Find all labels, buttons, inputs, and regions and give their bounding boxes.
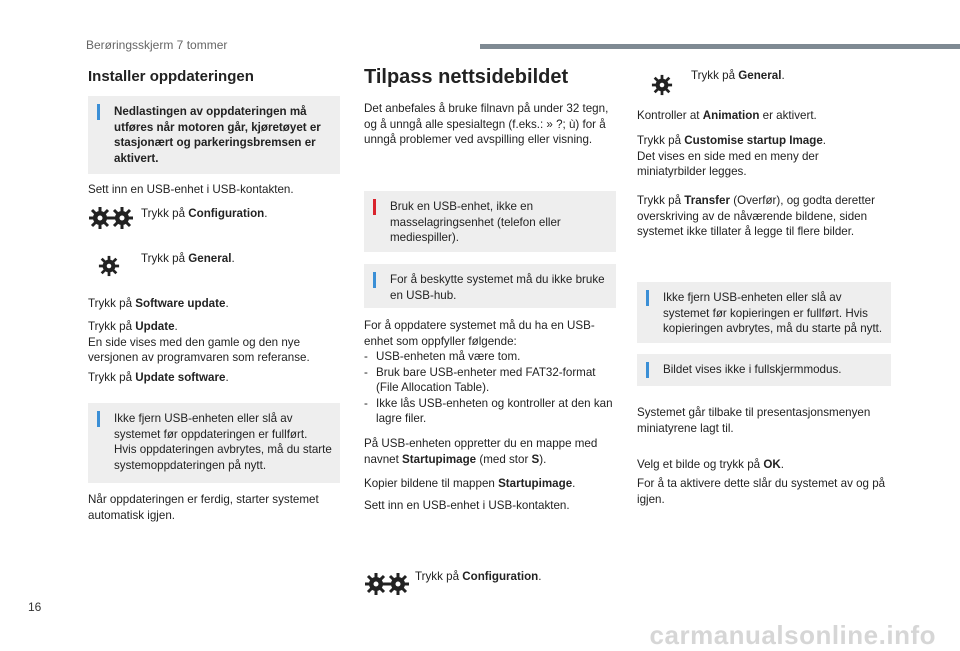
step-configuration-text: Trykk på Configuration. [141,207,268,220]
configuration-icon [364,572,410,596]
section-heading-customise: Tilpass nettsidebildet [364,66,569,88]
paragraph-transfer: Trykk på Transfer (Overfør), og godta deretter overskriving av de nåværende bildene, siden systemet ikke tillater å legge til flere bilder. [637,194,875,238]
paragraph-select-image: Velg et bilde og trykk på OK. [637,458,784,471]
info-note-dont-remove: Ikke fjern USB-enheten eller slå av systemet før oppdateringen er fullført. Hvis oppdateringen avbrytes, må du starte systemoppdateringen på nytt. [88,403,340,483]
paragraph-requirements: For å oppdatere systemet må du ha en USB-enhet som oppfyller følgende: - USB-enheten må være tom. - Bruk bare USB-enheter med FAT32-format (File Allocation Table). - Ikke lås USB-enheten og kontroller at den kan lagre filer. [364,318,618,427]
step-configuration [88,206,134,230]
paragraph-update: Trykk på Update. En side vises med den gamle og den nye versjonen av programvaren som referanse. [88,320,310,364]
paragraph-animation: Kontroller at Animation er aktivert. [637,109,817,122]
paragraph-software-update: Trykk på Software update. [88,297,229,310]
paragraph-insert-usb: Sett inn en USB-enhet i USB-kontakten. [88,183,294,196]
paragraph-create-folder: På USB-enheten oppretter du en mappe med navnet Startupimage (med stor S). [364,437,598,466]
section-heading-install: Installer oppdateringen [88,68,254,85]
info-marker [373,272,376,288]
paragraph-system-returns: Systemet går tilbake til presentasjonsmenyen miniatyrene lagt til. [637,406,871,435]
configuration-icon [88,206,134,230]
step-general-text: Trykk på General. [141,252,235,265]
paragraph-update-software: Trykk på Update software. [88,371,229,384]
requirements-list [364,349,618,427]
step-general-2-text: Trykk på General. [691,69,785,82]
paragraph-customise-startup: Trykk på Customise startup Image. Det vises en side med en meny der miniatyrbilder legges. [637,134,826,178]
info-marker [97,411,100,427]
general-icon [98,255,120,282]
paragraph-reactivate: For å ta aktivere dette slår du systemet av og på igjen. [637,477,886,506]
info-note-fullscreen: Bildet vises ikke i fullskjermmodus. [637,354,891,386]
step-configuration-2-text: Trykk på Configuration. [415,570,542,583]
paragraph-copy-images: Kopier bildene til mappen Startupimage. [364,477,576,490]
info-note-download: Nedlastingen av oppdateringen må utføres når motoren går, kjøretøyet er stasjonært og parkeringsbremsen er aktivert. [88,96,340,174]
list-item: - Bruk bare USB-enheter med FAT32-format (File Allocation Table). [364,365,618,396]
warning-note-usb: Bruk en USB-enhet, ikke en masselagringsenhet (telefon eller mediespiller). [364,191,616,252]
warning-marker [373,199,376,215]
list-item: - USB-enheten må være tom. [364,349,618,365]
running-header: Berøringsskjerm 7 tommer [86,38,228,52]
info-note-usb-hub: For å beskytte systemet må du ikke bruke en USB-hub. [364,264,616,308]
step-configuration-2 [364,572,410,596]
page-number: 16 [28,600,42,614]
list-item: - Ikke lås USB-enheten og kontroller at den kan lagre filer. [364,396,618,427]
info-marker [646,290,649,306]
paragraph-insert-usb-2: Sett inn en USB-enhet i USB-kontakten. [364,499,570,512]
info-note-copy: Ikke fjern USB-enheten eller slå av systemet før kopieringen er fullført. Hvis kopieringen avbrytes, må du starte på nytt. [637,282,891,343]
info-marker [646,362,649,378]
general-icon-2 [651,74,673,101]
header-bar [480,44,960,49]
info-marker [97,104,100,120]
paragraph-filenames: Det anbefales å bruke filnavn på under 32 tegn, og å unngå alle spesialtegn (f.eks.: » ?; ù) for å unngå problemer ved avspilling eller visning. [364,102,609,146]
watermark: carmanualsonline.info [649,620,936,650]
paragraph-restart: Når oppdateringen er ferdig, starter systemet automatisk igjen. [88,493,319,522]
